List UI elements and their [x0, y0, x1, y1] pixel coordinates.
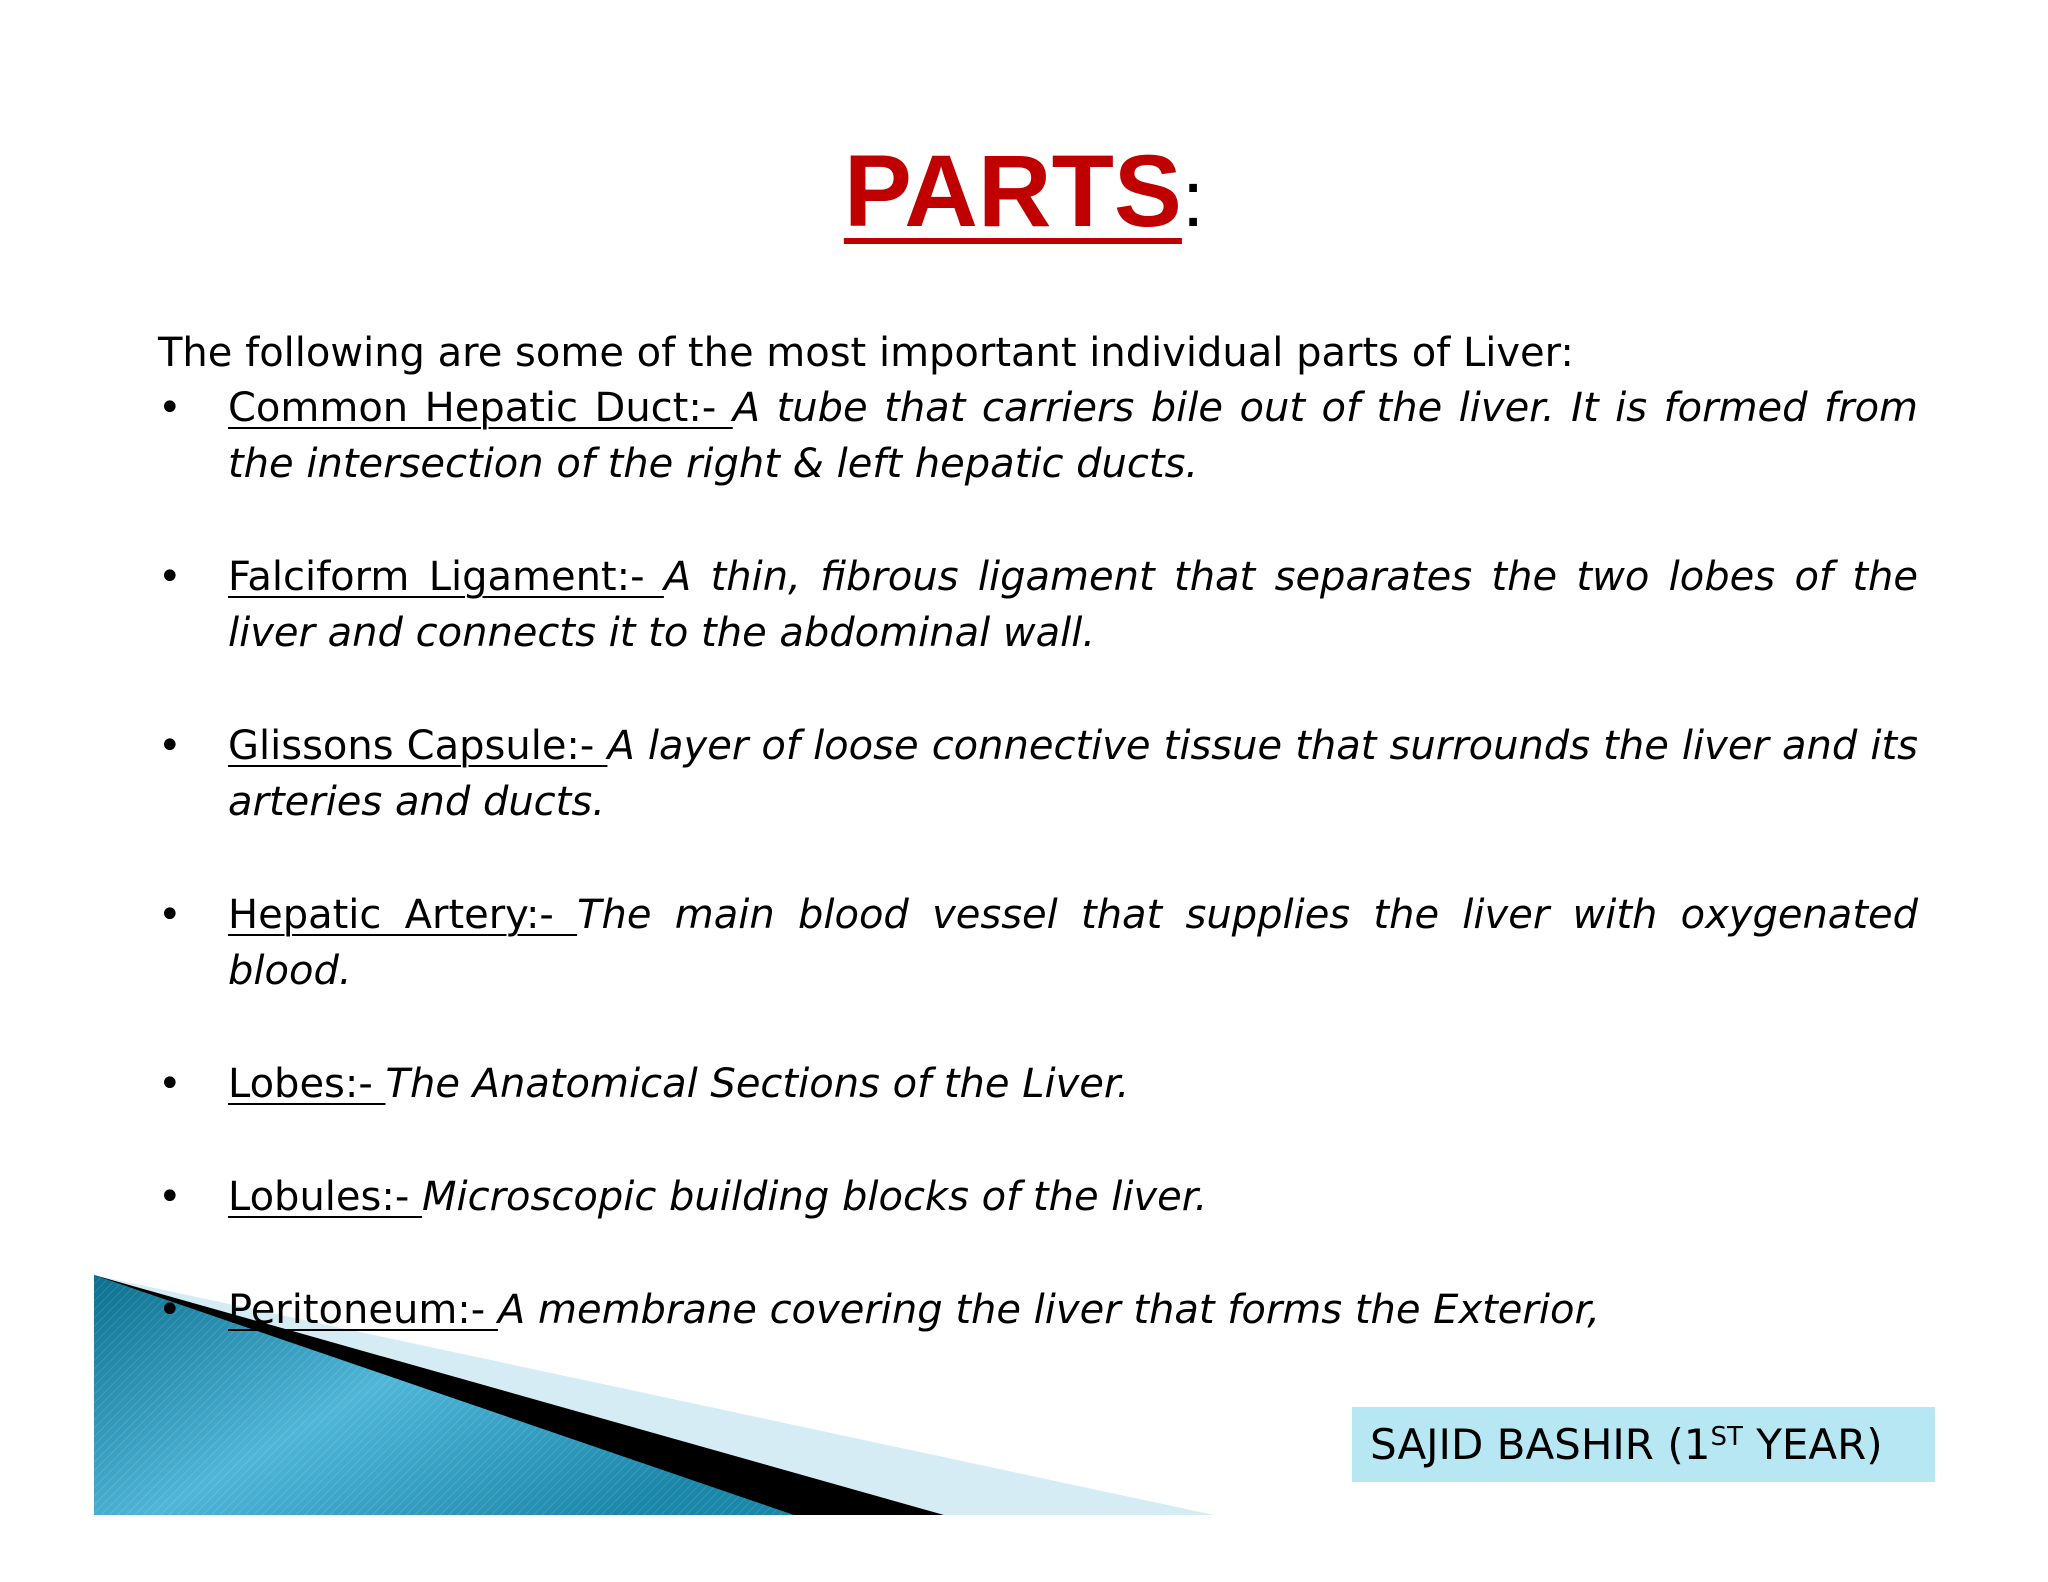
- list-item: [158, 1169, 1918, 1225]
- item-text: [228, 1056, 1918, 1112]
- list-item: [158, 380, 1918, 492]
- intro-text: The following are some of the most important individual parts of Liver:: [158, 330, 1574, 376]
- list-item: [158, 887, 1918, 999]
- title-word: PARTS: [843, 134, 1182, 248]
- list-item: [158, 718, 1918, 830]
- item-desc: A membrane covering the liver that forms the Exterior,: [497, 1287, 1600, 1333]
- item-desc: The Anatomical Sections of the Liver.: [385, 1061, 1130, 1107]
- item-desc: A thin, fibrous ligament that separates the two lobes of the liver and connects it to the abdominal wall.: [228, 554, 1919, 656]
- item-desc: A layer of loose connective tissue that surrounds the liver and its arteries and ducts.: [228, 723, 1918, 825]
- item-desc: Microscopic building blocks of the liver.: [421, 1174, 1208, 1220]
- bullet-icon: •: [158, 1061, 182, 1107]
- item-term: Falciform Ligament:-: [228, 554, 664, 600]
- item-text: [228, 1282, 1918, 1338]
- list-item: [158, 1056, 1918, 1112]
- bullet-icon: •: [158, 892, 182, 938]
- item-desc: A tube that carriers bile out of the liver. It is formed from the intersection of the right & left hepatic ducts.: [228, 385, 1919, 487]
- item-text: [228, 718, 1918, 830]
- list-item: [158, 549, 1918, 661]
- author-suffix: YEAR): [1742, 1420, 1883, 1469]
- item-text: [228, 380, 1918, 492]
- bullet-icon: •: [158, 554, 182, 600]
- bullet-icon: •: [158, 723, 182, 769]
- bullet-icon: •: [158, 385, 182, 431]
- item-term: Common Hepatic Duct:-: [228, 385, 733, 431]
- title-colon: :: [1181, 154, 1205, 243]
- item-term: Glissons Capsule:-: [228, 723, 608, 769]
- page-title: [0, 134, 2048, 248]
- author-sup: ST: [1710, 1422, 1743, 1452]
- item-term: Lobes:-: [228, 1061, 386, 1107]
- bullet-icon: •: [158, 1287, 182, 1333]
- bullet-icon: •: [158, 1174, 182, 1220]
- item-text: [228, 887, 1918, 999]
- item-desc: The main blood vessel that supplies the liver with oxygenated blood.: [228, 892, 1919, 994]
- item-term: Peritoneum:-: [228, 1287, 498, 1333]
- author-name: SAJID BASHIR (1: [1370, 1420, 1711, 1469]
- author-badge: [1352, 1407, 1935, 1482]
- item-text: [228, 549, 1918, 661]
- item-term: Hepatic Artery:-: [228, 892, 578, 938]
- item-term: Lobules:-: [228, 1174, 422, 1220]
- item-text: [228, 1169, 1918, 1225]
- list-item: [158, 1282, 1918, 1338]
